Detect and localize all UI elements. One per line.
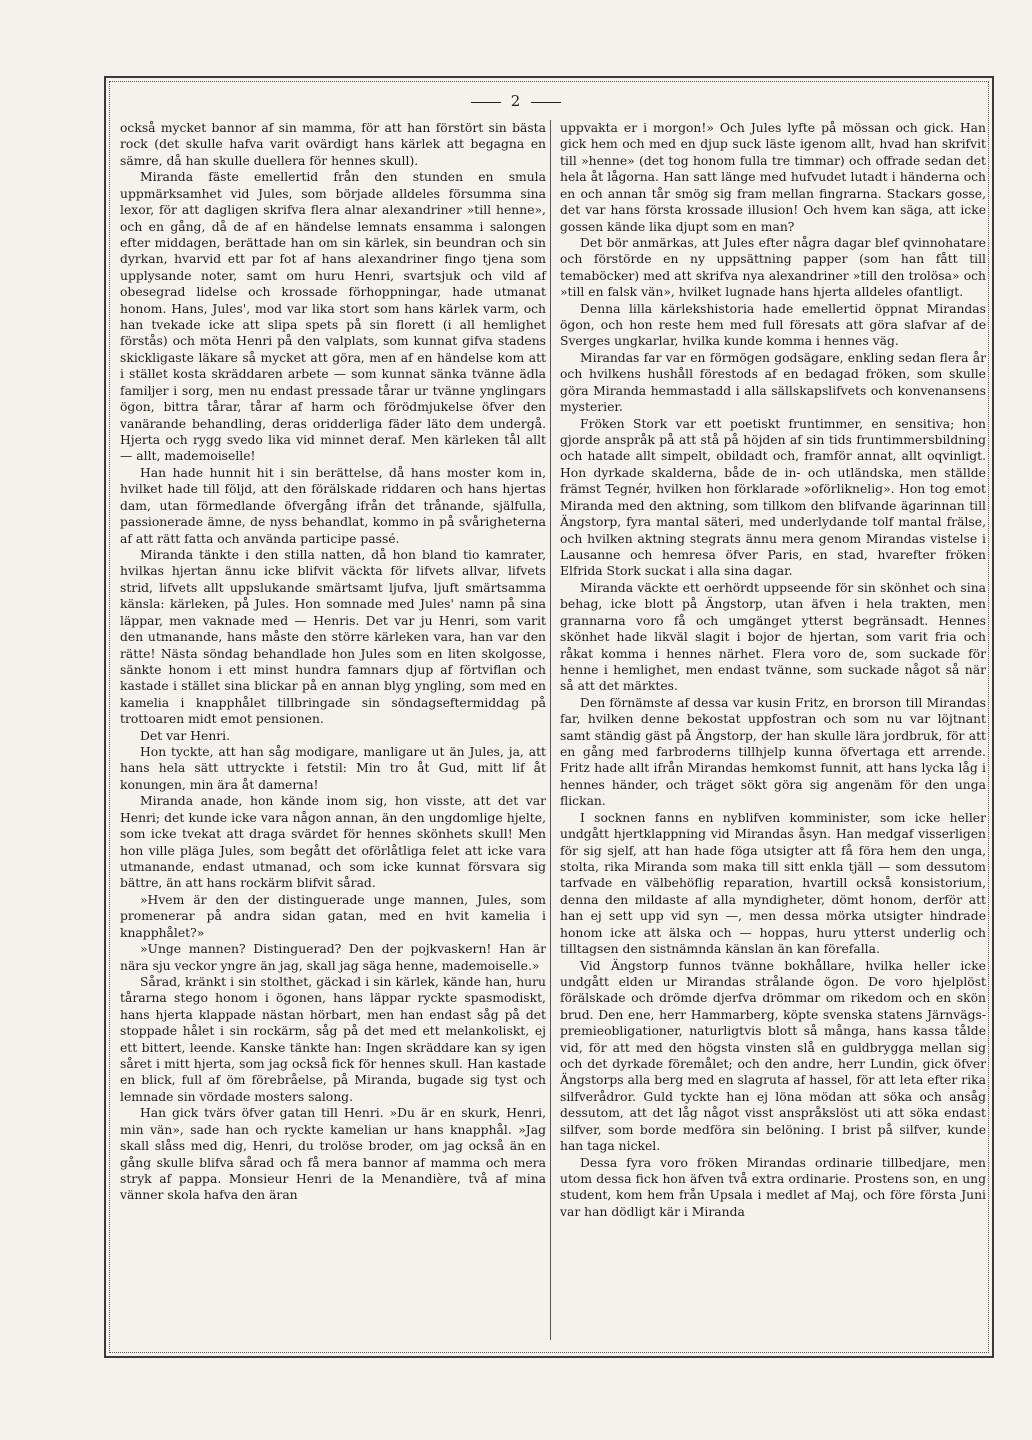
paragraph: Vid Ängstorp funnos tvänne bokhållare, hvilka heller icke undgått elden ur Mirandas strålande ögon. De voro hjelplöst förälskade och drömde djerfva drömmar om rikedom och en skön brud. Den ene, herr Hammarberg, köpte svenska statens Järnvägs-premieobligationer, naturligtvis blott så många, hans kassa tålde vid, för att med den högsta vinsten slå en guldbrygga mellan sig och det dyrkade föremålet; och den andre, herr Lundin, gick öfver Ängstorps alla berg med en slagruta af hassel, för att leta efter rika silfverådror. Guld tyckte han ej löna mödan att söka och ansåg dessutom, att det låg något visst anspråkslöst uti att söka endast silfver, som borde medföra sin belöning. I brist på silfver, kunde han taga nickel. bbox=[560, 958, 986, 1154]
paragraph: Sårad, kränkt i sin stolthet, gäckad i sin kärlek, kände han, huru tårarna stego honom i ögonen, hans läppar ryckte spasmodiskt, hans hjerta klappade nästan hörbart, men han endast såg på det stoppade hålet i sin rockärm, såg på det med ett melankoliskt, ej ett bittert, leende. Kanske tänkte han: Ingen skräddare kan sy igen såret i mitt hjerta, som jag också fick för hennes skull. Han kastade en blick, full af öm förebråelse, på Miranda, bugade sig tyst och lemnade sin vördade mosters salong. bbox=[120, 974, 546, 1104]
paragraph: Denna lilla kärlekshistoria hade emellertid öppnat Mirandas ögon, och hon reste hem med full föresats att göra slafvar af de Sverges ungkarlar, hvilka kunde komma i hennes väg. bbox=[560, 301, 986, 349]
paragraph: uppvakta er i morgon!» Och Jules lyfte på mössan och gick. Han gick hem och med en djup suck läste igenom allt, hvad han skrifvit till »henne» (det tog honom fulla tre timmar) och offrade sedan det hela åt lågorna. Han satt länge med hufvudet lutadt i händerna och en och annan tår smög sig fram mellan fingrarna. Stackars gosse, det var hans första krossade illusion! Och hvem kan säga, att icke gossen kände lika djupt som en man? bbox=[560, 121, 986, 234]
paragraph: Han gick tvärs öfver gatan till Henri. »Du är en skurk, Henri, min vän», sade han och ryckte kamelian ur hans knapphål. »Jag skall slåss med dig, Henri, du trolöse broder, om jag också än en gång skulle blifva sårad och få mera bannor af mamma och mera stryk af pappa. Monsieur Henri de la Menandière, två af mina vänner skola hafva den äran bbox=[120, 1106, 546, 1203]
left-column bbox=[120, 120, 546, 1204]
paragraph: Dessa fyra voro fröken Mirandas ordinarie tillbedjare, men utom dessa fick hon äfven två extra ordinarie. Prostens son, en ung student, kom hem från Upsala i medlet af Maj, och före första Juni var han dödligt kär i Miranda bbox=[560, 1155, 986, 1219]
paragraph: Miranda tänkte i den stilla natten, då hon bland tio kamrater, hvilkas hjertan ännu icke blifvit väckta för lifvets allvar, lifvets strid, lifvets allt uppslukande smärtsamt ljufva, ljuft smärtsamma känsla: kärleken, på Jules. Hon somnade med Jules' namn på sina läppar, men vaknade med — Henris. Det var ju Henri, som varit den utmanande, hans måste den större kärleken vara, han var den rätte! Nästa söndag behandlade hon Jules som en liten skolgosse, sänkte honom i ett minst hundra famnars djup af förtviflan och kastade i stället sina blickar på en annan blyg yngling, som med en kamelia i knapphålet tillbringade sin söndagseftermiddag på trottoaren midt emot pensionen. bbox=[120, 547, 546, 727]
paragraph: Han hade hunnit hit i sin berättelse, då hans moster kom in, hvilket hade till följd, att den förälskade riddaren och hans hjertas dam, utan förmedlande öfvergång ifrån det trånande, själfulla, passionerade ämne, de nyss behandlat, kommo in på svårigheterna af att rätt fatta och använda participe passé. bbox=[120, 465, 546, 546]
paragraph: Det var Henri. bbox=[140, 728, 231, 743]
column-divider bbox=[550, 120, 551, 1340]
paragraph: Miranda väckte ett oerhördt uppseende för sin skönhet och sina behag, icke blott på Ängstorp, utan äfven i hela trakten, men grannarna voro få och umgänget ytterst begränsadt. Hennes skönhet hade likväl slagit i bojor de hjertan, som varit fria och råkat komma i hennes närhet. Flera voro de, som suckade för henne i hemlighet, men endast tvänne, som suckade något så när så att det märktes. bbox=[560, 580, 986, 694]
paragraph: Hon tyckte, att han såg modigare, manligare ut än Jules, ja, att hans hela sätt uttryckte i fetstil: Min tro åt Gud, mitt lif åt konungen, min ära åt damerna! bbox=[120, 745, 546, 792]
paragraph: också mycket bannor af sin mamma, för att han förstört sin bästa rock (det skulle hafva varit ovärdigt hans kärlek att begagna en sämre, då han skulle duellera för hennes skull). bbox=[120, 121, 546, 168]
paragraph: »Unge mannen? Distinguerad? Den der pojkvaskern! Han är nära sju veckor yngre än jag, skall jag säga henne, mademoiselle.» bbox=[120, 942, 546, 973]
paragraph: Det bör anmärkas, att Jules efter några dagar blef qvinnohatare och förstörde en ny uppsättning papper (som han fått till temaböcker) med att skrifva nya alexandriner »till den trolösa» och »till en falsk vän», hvilket lugnade hans hjerta alldeles ofantligt. bbox=[560, 235, 986, 300]
right-column bbox=[560, 120, 986, 1220]
page-number-value: 2 bbox=[510, 92, 522, 110]
page-number-dash-right bbox=[531, 102, 561, 103]
paragraph: »Hvem är den der distinguerade unge mannen, Jules, som promenerar på andra sidan gatan, med en hvit kamelia i knapphålet?» bbox=[120, 892, 546, 940]
paragraph: Miranda anade, hon kände inom sig, hon visste, att det var Henri; det kunde icke vara någon annan, än den ungdomlige hjelte, som icke tvekat att draga svärdet för hennes skönhets skull! Men hon ville pläga Jules, som begått det oförlåtliga felet att icke vara utmanande, endast utmanad, och som icke kunnat försvara sig bättre, än att hans rockärm blifvit sårad. bbox=[120, 794, 546, 891]
paragraph: Fröken Stork var ett poetiskt fruntimmer, en sensitiva; hon gjorde anspråk på att stå på höjden af sin tids fruntimmersbildning och hatade allt simpelt, obildadt och, framför annat, allt oqvinligt. Hon dyrkade skalderna, både de in- och utländska, men ställde främst Tegnér, hvilken hon förklarade »oförliknelig». Hon tog emot Miranda med den aktning, som tillkom den blifvande ägarinnan till Ängstorp, fyra mantal säteri, med underlydande tolf mantal frälse, och hvilken aktning stegrats ännu mera genom Mirandas vistelse i Lausanne och hemresa öfver Paris, en stad, hvarefter fröken Elfrida Stork suckat i alla sina dagar. bbox=[560, 416, 986, 579]
paragraph: Den förnämste af dessa var kusin Fritz, en brorson till Mirandas far, hvilken denne bekostat uppfostran och som nu var löjtnant samt ständig gäst på Ängstorp, der han skulle lära jordbruk, för att en gång med farbroderns tillhjelp kunna öfvertaga ett arrende. Fritz hade allt ifrån Mirandas hemkomst funnit, att hans lycka låg i hennes händer, och träget sökt göra sig angenäm för den unga flickan. bbox=[560, 695, 986, 809]
paragraph: Mirandas far var en förmögen godsägare, enkling sedan flera år och hvilkens hushåll förestods af en bedagad fröken, som skulle göra Miranda hemmastadd i alla sällskapslifvets och konvenansens mysterier. bbox=[560, 350, 986, 415]
paragraph: I socknen fanns en nyblifven komminister, som icke heller undgått hjertklappning vid Mirandas åsyn. Han medgaf visserligen för sig sjelf, att han hade föga utsigter att få föra hem den unga, stolta, rika Miranda som maka till sitt enkla tjäll — som dessutom tarfvade en välbehöflig reparation, hvartill också konsistorium, denna den mildaste af alla myndigheter, dömt honom, derför att han ej sett upp vid syn —, men dessa mörka utsigter hindrade honom icke att älska och — hoppas, huru ytterst underlig och tilltagsen den sistnämnda känslan än kan förefalla. bbox=[560, 810, 986, 957]
paragraph: Miranda fäste emellertid från den stunden en smula uppmärksamhet vid Jules, som började alldeles försumma sina lexor, för att dagligen skrifva flera alnar alexandriner »till henne», och en gång, då de af en händelse lemnats ensamma i salongen efter middagen, berättade han om sin kärlek, sin beundran och sin dyrkan, hvarvid ett par fot af hans alexandriner fingo tjena som upplysande noter, samt om huru Henri, svartsjuk och vild af obesegrad lidelse och krossade förhoppningar, hade utmanat honom. Hans, Jules', mod var lika stort som hans kärlek varm, och han tvekade icke att slipa spets på sin florett (i all hemlighet förstås) och möta Henri på den valplats, som kunnat gifva stadens skickligaste läkare så mycket att göra, men af en händelse kom att i stället kosta skräddaren arbete — som kunnat sänka tvänne ädla familjer i sorg, men nu endast pressade tårar ur tvänne ynglingars ögon, bittra tårar, tårar af harm och förödmjukelse öfver den vanärande behandling, deras oridderliga fäder läto dem undergå. Hjerta och rygg svedo lika vid minnet deraf. Men kärleken tål allt — allt, mademoiselle! bbox=[120, 170, 546, 464]
page-number bbox=[0, 92, 1032, 110]
page-number-dash-left bbox=[471, 102, 501, 103]
